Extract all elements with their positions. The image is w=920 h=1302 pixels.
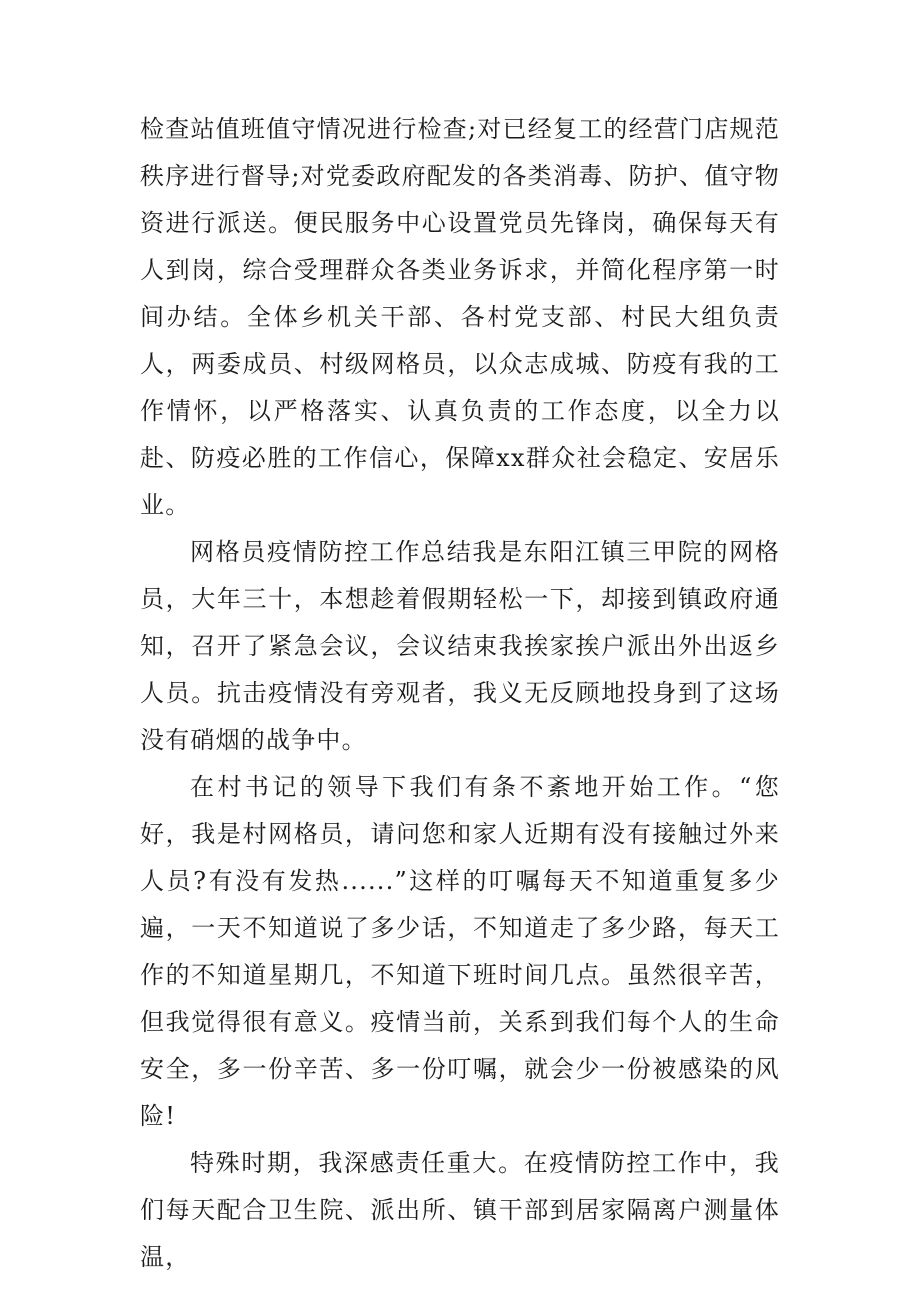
paragraph-continuation: 检查站值班值守情况进行检查;对已经复工的经营门店规范秩序进行督导;对党委政府配发的各类消毒、防护、值守物资进行派送。便民服务中心设置党员先锋岗，确保每天有人到岗，综合受理群众各类业务诉求，并简化程序第一时间办结。全体乡机关干部、各村党支部、村民大组负责人，两委成员、村级网格员，以众志成城、防疫有我的工作情怀，以严格落实、认真负责的工作态度，以全力以赴、防疫必胜的工作信心，保障xx群众社会稳定、安居乐业。 <box>140 115 780 519</box>
paragraph-grid-worker-summary: 网格员疫情防控工作总结我是东阳江镇三甲院的网格员，大年三十，本想趁着假期轻松一下，却接到镇政府通知，召开了紧急会议，会议结束我挨家挨户派出外出返乡人员。抗击疫情没有旁观者，我义无反顾地投身到了这场没有硝烟的战争中。 <box>140 538 780 754</box>
paragraph-special-period: 特殊时期，我深感责任重大。在疫情防控工作中，我们每天配合卫生院、派出所、镇干部到居家隔离户测量体温， <box>140 1149 780 1271</box>
paragraph-village-work: 在村书记的领导下我们有条不紊地开始工作。“您好，我是村网格员，请问您和家人近期有没有接触过外来人员?有没有发热......”这样的叮嘱每天不知道重复多少遍，一天不知道说了多少话，不知道走了多少路，每天工作的不知道星期几，不知道下班时间几点。虽然很辛苦，但我觉得很有意义。疫情当前，关系到我们每个人的生命安全，多一份辛苦、多一份叮嘱，就会少一份被感染的风险! <box>140 773 780 1130</box>
document-body <box>140 106 780 1281</box>
